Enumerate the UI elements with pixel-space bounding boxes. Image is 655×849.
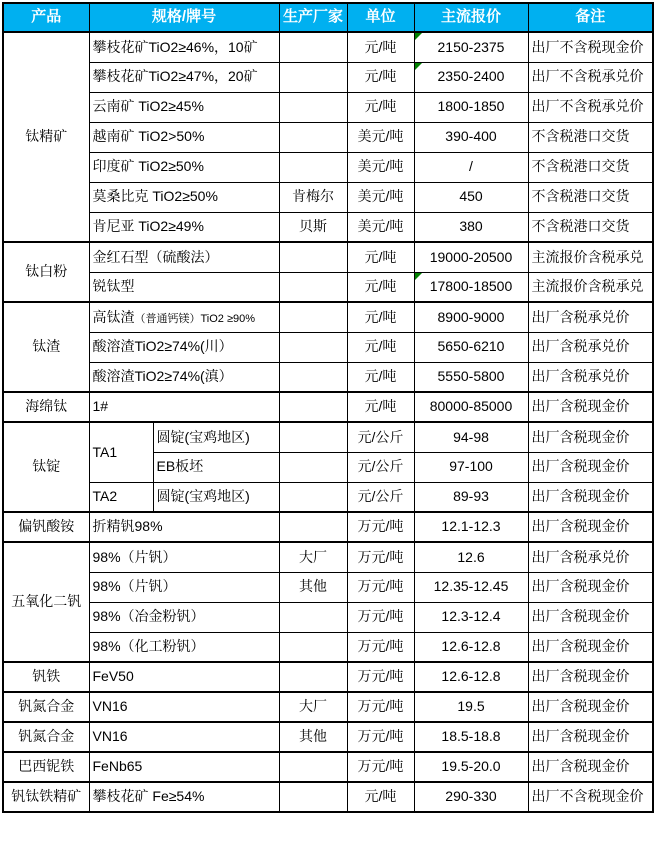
maker-cell xyxy=(279,362,347,392)
spec-cell: 攀枝花矿TiO2≥47%，20矿 xyxy=(89,62,279,92)
maker-cell xyxy=(279,752,347,782)
note-cell: 不含税港口交货 xyxy=(528,212,653,242)
product-cell: 偏钒酸铵 xyxy=(3,512,89,542)
maker-cell: 大厂 xyxy=(279,692,347,722)
unit-cell: 美元/吨 xyxy=(347,212,414,242)
price-cell: 80000-85000 xyxy=(414,392,528,422)
unit-cell: 元/吨 xyxy=(347,272,414,302)
product-cell: 钒氮合金 xyxy=(3,722,89,752)
unit-cell: 元/吨 xyxy=(347,242,414,272)
table-row xyxy=(3,62,653,92)
spec-cell: 攀枝花矿TiO2≥46%，10矿 xyxy=(89,32,279,62)
spec-cell: 云南矿 TiO2≥45% xyxy=(89,92,279,122)
price-cell: 1800-1850 xyxy=(414,92,528,122)
unit-cell: 万元/吨 xyxy=(347,752,414,782)
note-cell: 出厂含税现金价 xyxy=(528,422,653,452)
maker-cell xyxy=(279,662,347,692)
spec-cell xyxy=(89,302,279,332)
spec-cell: 锐钛型 xyxy=(89,272,279,302)
spec-cell: VN16 xyxy=(89,722,279,752)
spec-cell: 98%（化工粉钒） xyxy=(89,632,279,662)
note-cell: 出厂不含税现金价 xyxy=(528,782,653,812)
price-cell: 450 xyxy=(414,182,528,212)
table-row xyxy=(3,542,653,572)
table-row xyxy=(3,512,653,542)
note-cell: 出厂含税现金价 xyxy=(528,572,653,602)
price-value: 17800-18500 xyxy=(429,278,513,295)
price-cell: 12.6-12.8 xyxy=(414,632,528,662)
note-cell: 出厂含税现金价 xyxy=(528,392,653,422)
note-cell: 出厂含税现金价 xyxy=(528,602,653,632)
maker-cell xyxy=(279,242,347,272)
note-cell: 出厂含税现金价 xyxy=(528,722,653,752)
price-cell: 12.6-12.8 xyxy=(414,662,528,692)
product-cell: 钛白粉 xyxy=(3,242,89,302)
spec-cell: 攀枝花矿 Fe≥54% xyxy=(89,782,279,812)
table-row xyxy=(3,422,653,452)
spec-cell: VN16 xyxy=(89,692,279,722)
note-cell: 出厂不含税承兑价 xyxy=(528,92,653,122)
price-cell: 12.3-12.4 xyxy=(414,602,528,632)
spec-cell: 酸溶渣TiO2≥74%(滇） xyxy=(89,362,279,392)
price-cell: 5550-5800 xyxy=(414,362,528,392)
unit-cell: 元/吨 xyxy=(347,362,414,392)
spec-cell: 印度矿 TiO2≥50% xyxy=(89,152,279,182)
unit-cell: 元/吨 xyxy=(347,782,414,812)
price-cell xyxy=(414,272,528,302)
note-cell: 出厂含税承兑价 xyxy=(528,362,653,392)
note-cell: 不含税港口交货 xyxy=(528,182,653,212)
table-row xyxy=(3,752,653,782)
table-row xyxy=(3,632,653,662)
note-cell: 出厂含税现金价 xyxy=(528,662,653,692)
price-cell xyxy=(414,32,528,62)
table-row xyxy=(3,242,653,272)
header-row xyxy=(3,3,653,32)
unit-cell: 万元/吨 xyxy=(347,692,414,722)
column-header-unit: 单位 xyxy=(347,3,414,32)
price-cell: 97-100 xyxy=(414,452,528,482)
spec-cell: 1# xyxy=(89,392,279,422)
table-row xyxy=(3,302,653,332)
note-cell: 出厂含税现金价 xyxy=(528,452,653,482)
product-cell: 钛精矿 xyxy=(3,32,89,242)
column-header-price: 主流报价 xyxy=(414,3,528,32)
product-cell: 钒铁 xyxy=(3,662,89,692)
price-cell xyxy=(414,62,528,92)
maker-cell xyxy=(279,32,347,62)
unit-cell: 万元/吨 xyxy=(347,662,414,692)
maker-cell xyxy=(279,602,347,632)
price-value: 2150-2375 xyxy=(437,38,505,55)
price-table xyxy=(2,2,654,813)
note-cell: 出厂含税现金价 xyxy=(528,752,653,782)
unit-cell: 美元/吨 xyxy=(347,182,414,212)
note-cell: 出厂不含税承兑价 xyxy=(528,62,653,92)
maker-cell xyxy=(279,92,347,122)
table-row xyxy=(3,212,653,242)
grade-cell: TA1 xyxy=(89,422,153,482)
maker-cell: 其他 xyxy=(279,722,347,752)
note-cell: 出厂含税承兑价 xyxy=(528,332,653,362)
price-cell: 12.35-12.45 xyxy=(414,572,528,602)
price-cell: 380 xyxy=(414,212,528,242)
unit-cell: 元/吨 xyxy=(347,332,414,362)
spec-detail: （普通钙镁）TiO2 ≥90% xyxy=(134,312,256,325)
unit-cell: 元/吨 xyxy=(347,92,414,122)
table-row xyxy=(3,482,653,512)
price-value: 2350-2400 xyxy=(437,68,505,85)
price-cell: 89-93 xyxy=(414,482,528,512)
product-cell: 海绵钛 xyxy=(3,392,89,422)
unit-cell: 元/公斤 xyxy=(347,422,414,452)
comment-flag-icon xyxy=(415,33,422,40)
table-row xyxy=(3,782,653,812)
spec-main: 高钛渣 xyxy=(92,308,135,325)
note-cell: 出厂含税承兑价 xyxy=(528,302,653,332)
table-row xyxy=(3,662,653,692)
unit-cell: 元/吨 xyxy=(347,62,414,92)
maker-cell xyxy=(279,482,347,512)
product-cell: 钒钛铁精矿 xyxy=(3,782,89,812)
product-cell: 钛锭 xyxy=(3,422,89,512)
spec-cell: 酸溶渣TiO2≥74%(川） xyxy=(89,332,279,362)
spec-cell: 98%（冶金粉钒） xyxy=(89,602,279,632)
maker-cell xyxy=(279,302,347,332)
price-cell: 94-98 xyxy=(414,422,528,452)
note-cell: 主流报价含税承兑 xyxy=(528,272,653,302)
table-row xyxy=(3,182,653,212)
table-row xyxy=(3,152,653,182)
unit-cell: 美元/吨 xyxy=(347,122,414,152)
price-cell: 290-330 xyxy=(414,782,528,812)
note-cell: 出厂含税现金价 xyxy=(528,512,653,542)
comment-flag-icon xyxy=(415,273,422,280)
product-cell: 钛渣 xyxy=(3,302,89,392)
maker-cell: 肯梅尔 xyxy=(279,182,347,212)
unit-cell: 元/吨 xyxy=(347,392,414,422)
spec-cell: 越南矿 TiO2>50% xyxy=(89,122,279,152)
maker-cell: 贝斯 xyxy=(279,212,347,242)
unit-cell: 元/吨 xyxy=(347,302,414,332)
table-row xyxy=(3,92,653,122)
spec-cell: 肯尼亚 TiO2≥49% xyxy=(89,212,279,242)
table-row xyxy=(3,722,653,752)
note-cell: 不含税港口交货 xyxy=(528,122,653,152)
spec-cell: 莫桑比克 TiO2≥50% xyxy=(89,182,279,212)
comment-flag-icon xyxy=(415,63,422,70)
spec-cell: 圆锭(宝鸡地区) xyxy=(153,482,279,512)
product-cell: 五氧化二钒 xyxy=(3,542,89,662)
price-cell: 18.5-18.8 xyxy=(414,722,528,752)
spec-cell: 98%（片钒） xyxy=(89,572,279,602)
maker-cell xyxy=(279,62,347,92)
table-row xyxy=(3,602,653,632)
note-cell: 出厂含税现金价 xyxy=(528,482,653,512)
column-header-spec: 规格/牌号 xyxy=(89,3,279,32)
table-row xyxy=(3,392,653,422)
note-cell: 出厂含税承兑价 xyxy=(528,542,653,572)
price-cell: 5650-6210 xyxy=(414,332,528,362)
price-cell: 390-400 xyxy=(414,122,528,152)
unit-cell: 元/吨 xyxy=(347,32,414,62)
maker-cell xyxy=(279,632,347,662)
unit-cell: 万元/吨 xyxy=(347,512,414,542)
note-cell: 主流报价含税承兑 xyxy=(528,242,653,272)
unit-cell: 元/公斤 xyxy=(347,452,414,482)
price-cell: 12.6 xyxy=(414,542,528,572)
maker-cell: 其他 xyxy=(279,572,347,602)
spec-cell: 圆锭(宝鸡地区) xyxy=(153,422,279,452)
unit-cell: 万元/吨 xyxy=(347,572,414,602)
table-row xyxy=(3,692,653,722)
unit-cell: 万元/吨 xyxy=(347,542,414,572)
note-cell: 出厂含税现金价 xyxy=(528,632,653,662)
spec-cell: EB板坯 xyxy=(153,452,279,482)
unit-cell: 万元/吨 xyxy=(347,722,414,752)
table-row xyxy=(3,122,653,152)
maker-cell xyxy=(279,782,347,812)
column-header-note: 备注 xyxy=(528,3,653,32)
grade-cell: TA2 xyxy=(89,482,153,512)
spec-cell: FeNb65 xyxy=(89,752,279,782)
maker-cell xyxy=(279,392,347,422)
price-cell: 8900-9000 xyxy=(414,302,528,332)
spec-cell: 折精钒98% xyxy=(89,512,279,542)
price-cell: 19.5-20.0 xyxy=(414,752,528,782)
column-header-maker: 生产厂家 xyxy=(279,3,347,32)
spec-cell: 98%（片钒） xyxy=(89,542,279,572)
price-cell: 19.5 xyxy=(414,692,528,722)
maker-cell xyxy=(279,122,347,152)
maker-cell xyxy=(279,152,347,182)
table-row xyxy=(3,32,653,62)
note-cell: 出厂不含税现金价 xyxy=(528,32,653,62)
maker-cell xyxy=(279,452,347,482)
table-row xyxy=(3,332,653,362)
price-cell: / xyxy=(414,152,528,182)
unit-cell: 元/公斤 xyxy=(347,482,414,512)
column-header-product: 产品 xyxy=(3,3,89,32)
note-cell: 不含税港口交货 xyxy=(528,152,653,182)
maker-cell xyxy=(279,512,347,542)
spec-cell: 金红石型（硫酸法） xyxy=(89,242,279,272)
unit-cell: 美元/吨 xyxy=(347,152,414,182)
price-cell: 12.1-12.3 xyxy=(414,512,528,542)
price-cell: 19000-20500 xyxy=(414,242,528,272)
maker-cell xyxy=(279,272,347,302)
maker-cell: 大厂 xyxy=(279,542,347,572)
table-row xyxy=(3,272,653,302)
product-cell: 巴西铌铁 xyxy=(3,752,89,782)
unit-cell: 万元/吨 xyxy=(347,632,414,662)
table-row xyxy=(3,362,653,392)
unit-cell: 万元/吨 xyxy=(347,602,414,632)
product-cell: 钒氮合金 xyxy=(3,692,89,722)
maker-cell xyxy=(279,332,347,362)
note-cell: 出厂含税现金价 xyxy=(528,692,653,722)
maker-cell xyxy=(279,422,347,452)
table-row xyxy=(3,572,653,602)
spec-cell: FeV50 xyxy=(89,662,279,692)
